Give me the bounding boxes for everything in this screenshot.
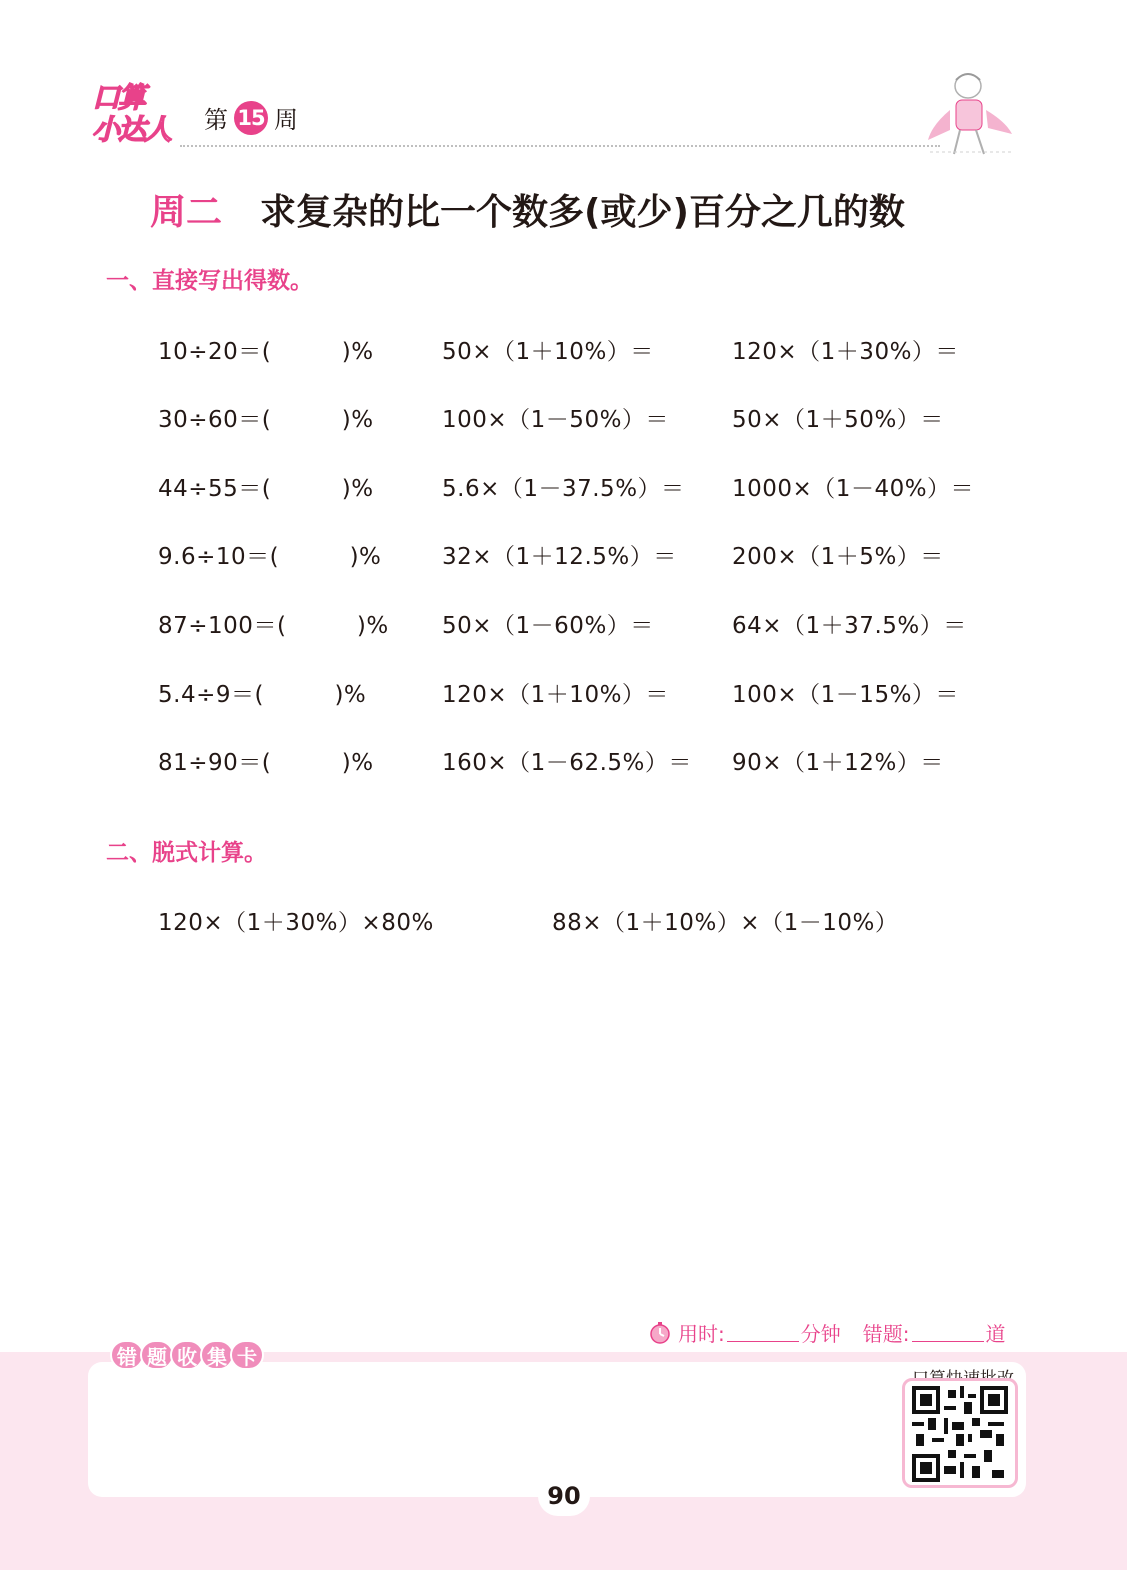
problem-r2-c2: 100×（1－50%）＝ <box>442 407 669 433</box>
time-error-record <box>648 1318 1006 1347</box>
errors-blank <box>912 1323 984 1342</box>
section-1-heading: 一、直接写出得数。 <box>106 268 313 294</box>
stopwatch-icon <box>648 1321 672 1345</box>
errors-unit: 道 <box>985 1322 1006 1346</box>
card-title-char: 集 <box>200 1340 234 1370</box>
error-card-title <box>110 1340 260 1370</box>
logo-line-2: 小达人 <box>92 113 171 146</box>
time-blank <box>727 1323 799 1342</box>
title-day: 周二 <box>150 192 223 233</box>
mascot-icon <box>920 70 1020 160</box>
problem-r7-c1: 81÷90＝( )% <box>158 750 374 776</box>
problem-r1-c3: 120×（1＋30%）＝ <box>732 339 959 365</box>
problem-r5-c3: 64×（1＋37.5%）＝ <box>732 613 967 639</box>
problem-r5-c1: 87÷100＝( )% <box>158 613 389 639</box>
problem-r4-c2: 32×（1＋12.5%）＝ <box>442 544 677 570</box>
problem-r3-c2: 5.6×（1－37.5%）＝ <box>442 476 685 502</box>
time-label: 用时: <box>678 1322 725 1346</box>
card-title-char: 题 <box>140 1340 174 1370</box>
card-title-char: 卡 <box>230 1340 264 1370</box>
errors-label: 错题: <box>862 1322 910 1346</box>
brand-logo <box>92 82 184 152</box>
problem-r7-c2: 160×（1－62.5%）＝ <box>442 750 692 776</box>
problem-r3-c3: 1000×（1－40%）＝ <box>732 476 975 502</box>
problem-r3-c1: 44÷55＝( )% <box>158 476 374 502</box>
problem-r2-c3: 50×（1＋50%）＝ <box>732 407 944 433</box>
problem-r6-c3: 100×（1－15%）＝ <box>732 682 959 708</box>
logo-line-1: 口算 <box>92 81 145 114</box>
time-unit: 分钟 <box>800 1322 841 1346</box>
card-title-char: 收 <box>170 1340 204 1370</box>
calc-problem-2: 88×（1＋10%）×（1－10%） <box>552 910 899 936</box>
problem-r1-c1: 10÷20＝( )% <box>158 339 374 365</box>
problem-r6-c1: 5.4÷9＝( )% <box>158 682 367 708</box>
card-title-char: 错 <box>110 1340 144 1370</box>
section-2-heading: 二、脱式计算。 <box>106 840 267 866</box>
week-indicator <box>204 100 298 135</box>
calc-problem-1: 120×（1＋30%）×80% <box>158 910 434 936</box>
week-prefix: 第 <box>204 106 228 134</box>
page-title <box>150 184 905 235</box>
problem-r6-c2: 120×（1＋10%）＝ <box>442 682 669 708</box>
header-divider <box>180 145 940 147</box>
page-number: 90 <box>547 1482 581 1510</box>
qr-code-icon[interactable] <box>912 1386 1008 1482</box>
problem-r5-c2: 50×（1－60%）＝ <box>442 613 654 639</box>
title-topic: 求复杂的比一个数多(或少)百分之几的数 <box>260 192 905 233</box>
problem-r7-c3: 90×（1＋12%）＝ <box>732 750 944 776</box>
problem-r1-c2: 50×（1＋10%）＝ <box>442 339 654 365</box>
problem-r4-c1: 9.6÷10＝( )% <box>158 544 382 570</box>
problem-r4-c3: 200×（1＋5%）＝ <box>732 544 944 570</box>
problem-r2-c1: 30÷60＝( )% <box>158 407 374 433</box>
week-number-badge: 15 <box>234 101 268 135</box>
week-suffix: 周 <box>274 106 298 134</box>
